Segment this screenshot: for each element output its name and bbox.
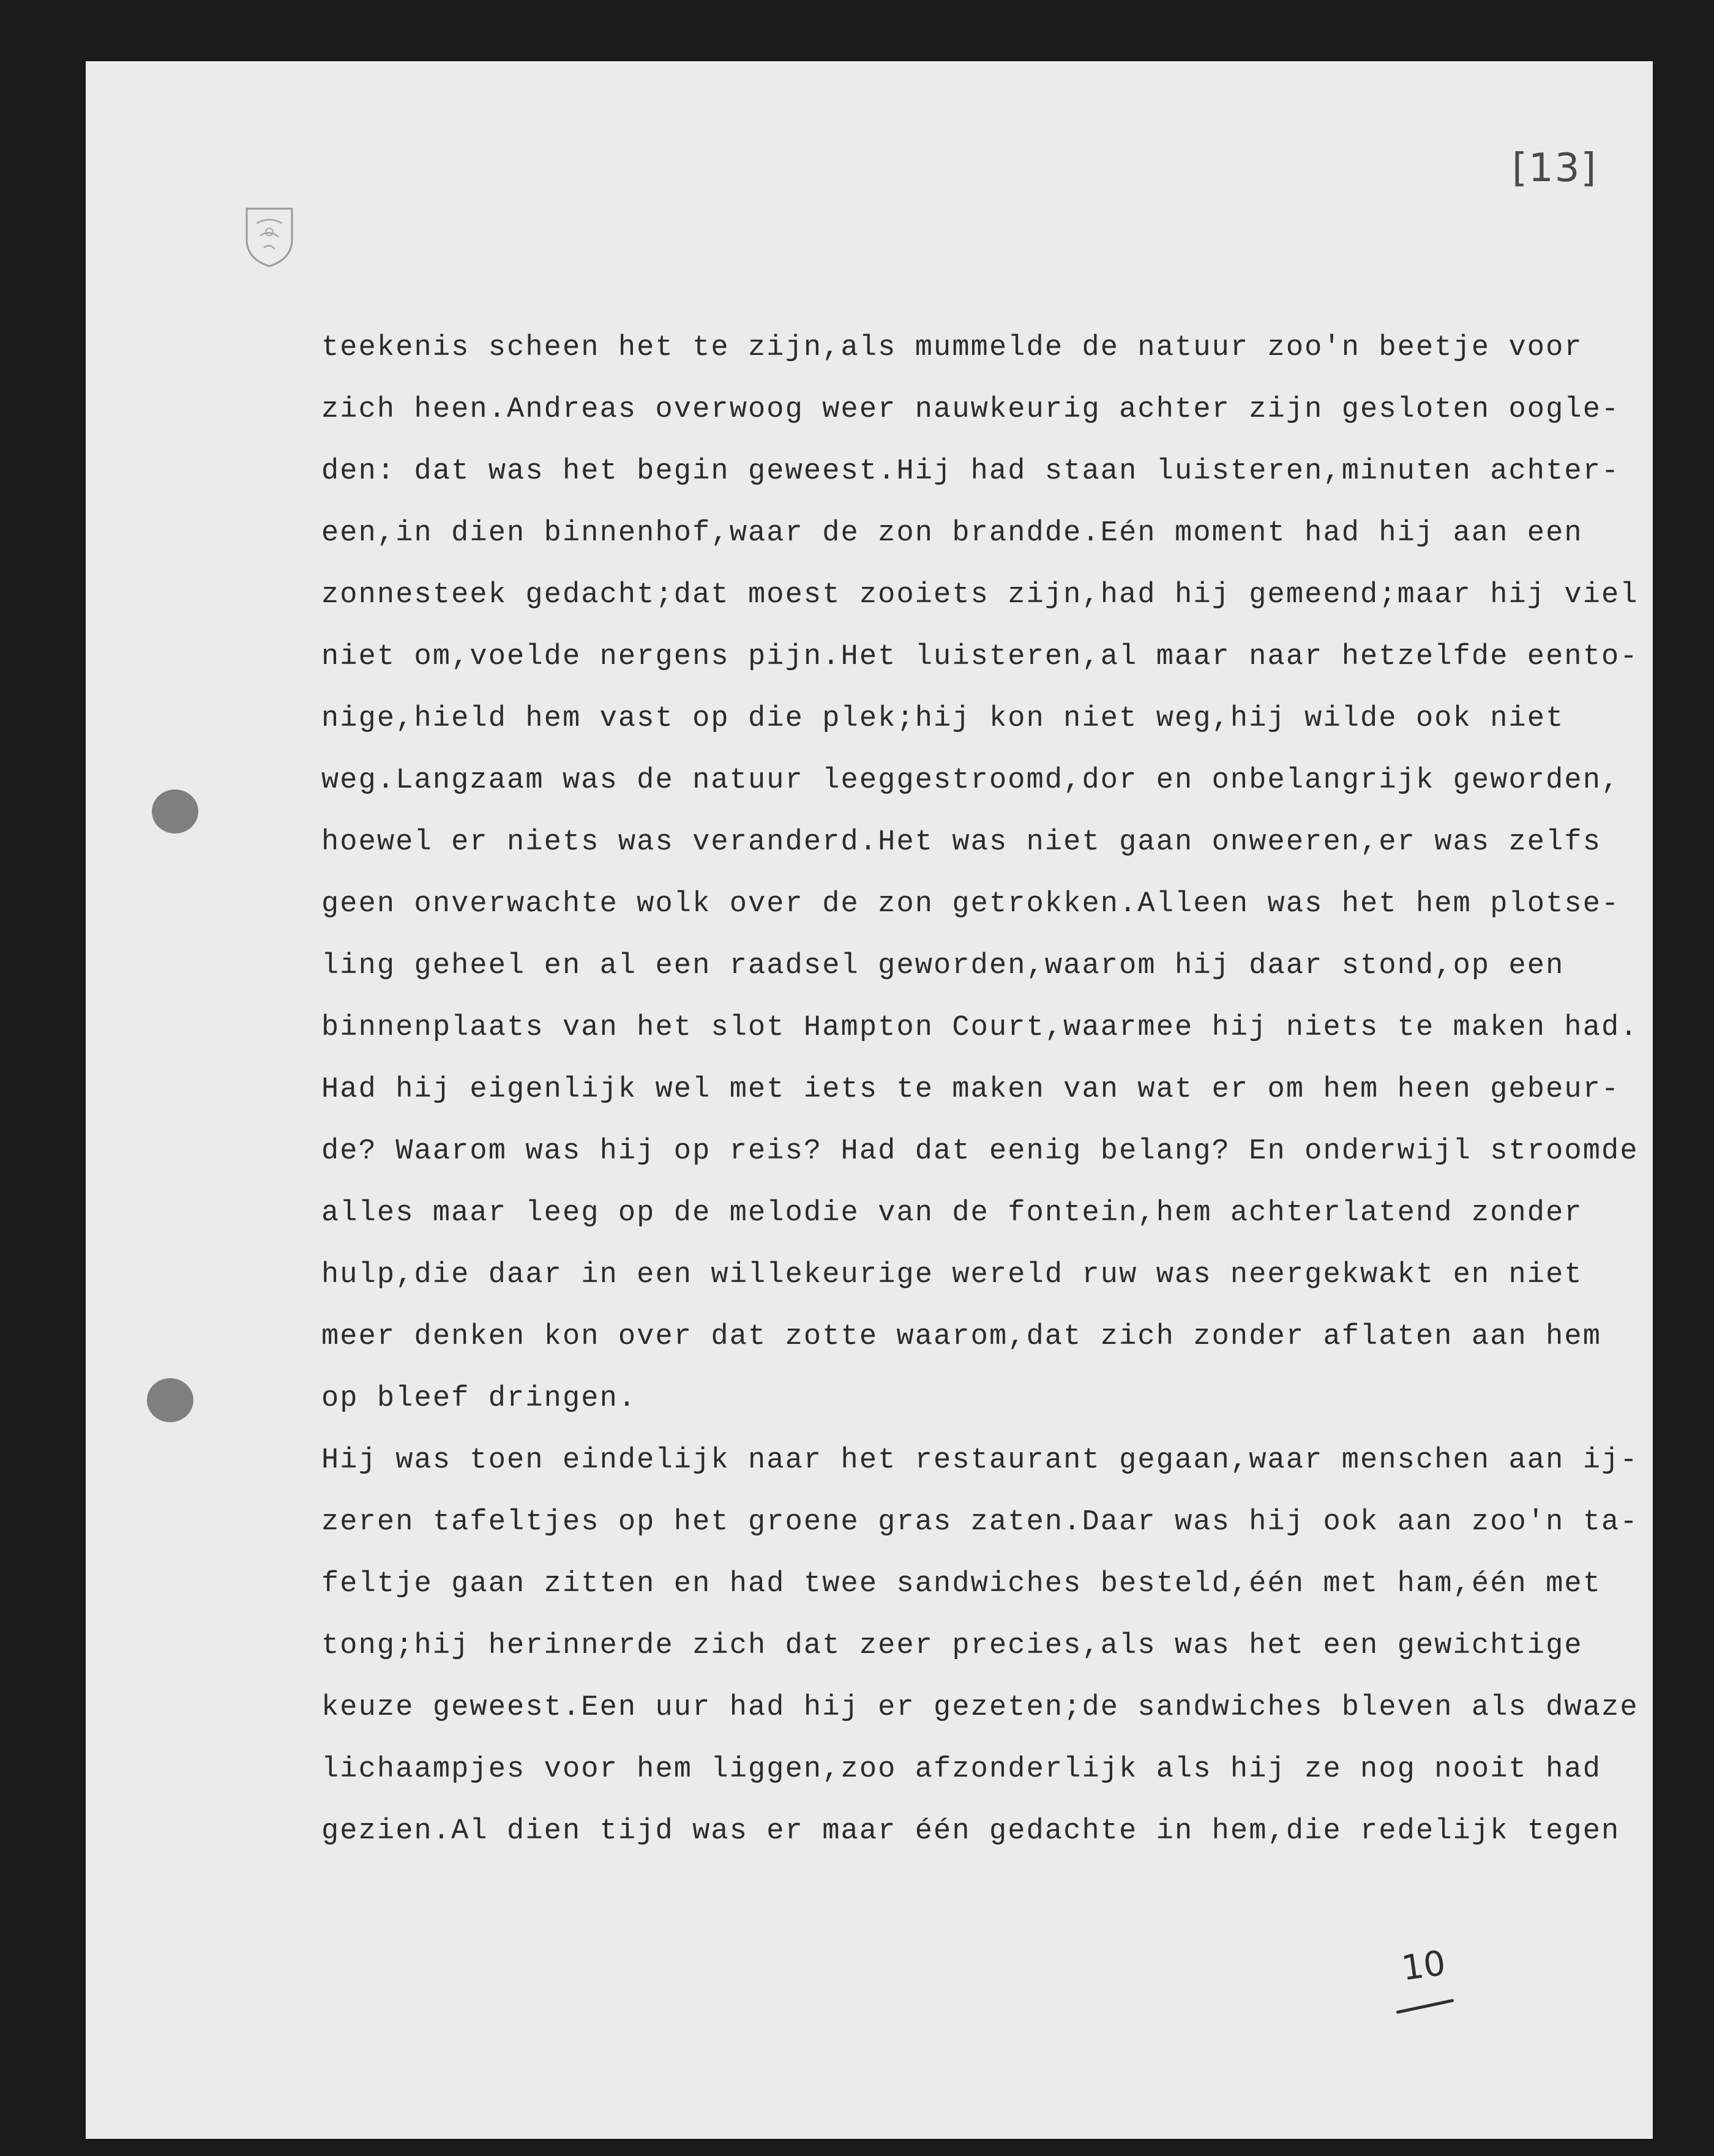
punch-hole [147,1378,193,1422]
text-line: Had hij eigenlijk wel met iets te maken van wat er om hem heen gebeur- [321,1073,1620,1106]
page-number-underline [1396,1999,1454,2014]
text-line: zeren tafeltjes op het groene gras zaten.Daar was hij ook aan zoo'n ta- [321,1506,1639,1539]
text-line: meer denken kon over dat zotte waarom,dat zich zonder aflaten aan hem [321,1321,1602,1353]
text-line: teekenis scheen het te zijn,als mummelde de natuur zoo'n beetje voor [321,332,1583,364]
text-line: een,in dien binnenhof,waar de zon brandde.Eén moment had hij aan een [321,517,1583,550]
text-line: Hij was toen eindelijk naar het restaurant gegaan,waar menschen aan ij- [321,1444,1639,1477]
text-line: gezien.Al dien tijd was er maar één gedachte in hem,die redelijk tegen [321,1815,1620,1848]
text-line: tong;hij herinnerde zich dat zeer precies,als was het een gewichtige [321,1630,1583,1662]
text-line: lichaampjes voor hem liggen,zoo afzonderlijk als hij ze nog nooit had [321,1753,1602,1786]
text-line: weg.Langzaam was de natuur leeggestroomd,dor en onbelangrijk geworden, [321,764,1620,797]
punch-hole [152,789,198,834]
text-line: den: dat was het begin geweest.Hij had staan luisteren,minuten achter- [321,455,1620,488]
text-line: hulp,die daar in een willekeurige wereld ruw was neergekwakt en niet [321,1259,1583,1291]
text-line: nige,hield hem vast op die plek;hij kon niet weg,hij wilde ook niet [321,703,1565,735]
text-line: hoewel er niets was veranderd.Het was niet gaan onweeren,er was zelfs [321,826,1602,859]
text-line: zich heen.Andreas overwoog weer nauwkeurig achter zijn gesloten oogle- [321,394,1620,426]
text-line: geen onverwachte wolk over de zon getrokken.Alleen was het hem plotse- [321,888,1620,920]
text-line: op bleef dringen. [321,1382,637,1415]
archive-stamp-icon [242,205,297,270]
page-number: 10 [1399,1943,1448,1989]
text-line: de? Waarom was hij op reis? Had dat eenig belang? En onderwijl stroomde [321,1135,1639,1168]
text-line: zonnesteek gedacht;dat moest zooiets zijn,had hij gemeend;maar hij viel [321,579,1639,611]
text-line: alles maar leeg op de melodie van de fontein,hem achterlatend zonder [321,1197,1583,1229]
text-line: feltje gaan zitten en had twee sandwiches besteld,één met ham,één met [321,1568,1602,1600]
text-line: binnenplaats van het slot Hampton Court,waarmee hij niets te maken had. [321,1012,1639,1044]
typescript-text [321,317,1714,1862]
text-line: keuze geweest.Een uur had hij er gezeten;de sandwiches bleven als dwaze [321,1692,1639,1724]
text-line: niet om,voelde nergens pijn.Het luisteren,al maar naar hetzelfde eento- [321,641,1639,673]
typescript-page [86,61,1653,2139]
archive-number: [13] [1512,146,1598,191]
text-line: ling geheel en al een raadsel geworden,waarom hij daar stond,op een [321,950,1565,982]
